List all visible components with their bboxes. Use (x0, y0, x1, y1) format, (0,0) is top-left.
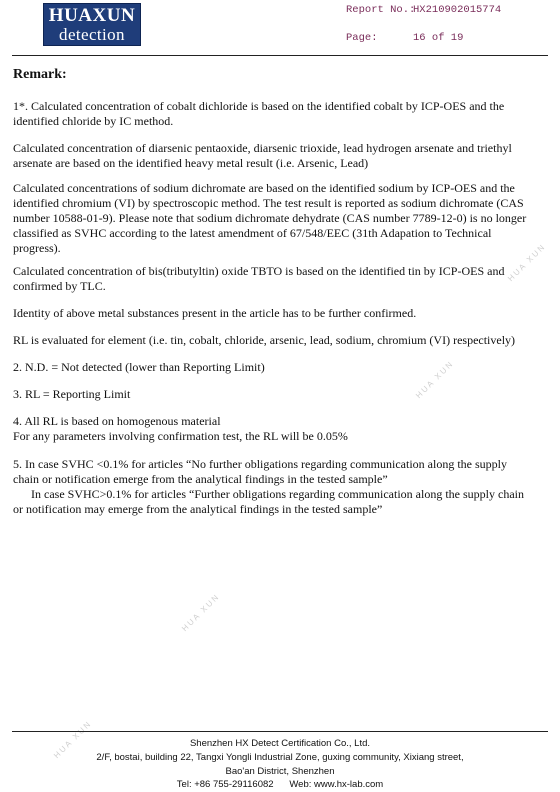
footer-address-line-2: Bao'an District, Shenzhen (225, 766, 335, 777)
remark-paragraph-6: RL is evaluated for element (i.e. tin, cobalt, chloride, arsenic, lead, sodium, chromium (VI) respectively) (13, 333, 516, 347)
remark-paragraph-4: Calculated concentration of bis(tributyltin) oxide TBTO is based on the identified tin by ICP-OES and confirmed by TLC. (13, 264, 505, 293)
watermark-text-3: HUA XUN (180, 591, 222, 634)
header-divider (12, 55, 548, 56)
remark-paragraph-9: 4. All RL is based on homogenous material (13, 414, 221, 428)
remark-paragraph-2: Calculated concentration of diarsenic pentaoxide, diarsenic trioxide, lead hydrogen arsenate and triethyl arsenate are based on the identified heavy metal result (i.e. Arsenic, Lead) (13, 141, 512, 170)
page-label: Page: (346, 32, 378, 44)
remark-paragraph-1: 1*. Calculated concentration of cobalt dichloride is based on the identified cobalt by ICP-OES and the identified chloride by IC method. (13, 99, 505, 128)
remark-paragraph-11: 5. In case SVHC <0.1% for articles “No further obligations regarding communication along the supply chain or notification emerge from the analytical findings in the tested sample” (13, 457, 507, 486)
remark-paragraph-12: In case SVHC>0.1% for articles “Further obligations regarding communication along the supply chain or notification may emerge from the analytical findings in the tested sample” (13, 487, 524, 516)
logo-line-1: HUAXUN (48, 5, 136, 26)
watermark-text-4: HUA XUN (52, 718, 94, 761)
watermark-text-1: HUA XUN (506, 241, 548, 284)
logo (43, 3, 141, 46)
remark-paragraph-5: Identity of above metal substances present in the article has to be further confirmed. (13, 306, 417, 320)
logo-line-2: detection (59, 25, 125, 44)
remark-paragraph-3: Calculated concentrations of sodium dichromate are based on the identified sodium by ICP-OES and the identified chromium (VI) by spectroscopic method. The test result is reported as sodium dichromate (CAS number 10588-01-9). Please note that sodium dichromate dehydrate (CAS number 7789-12-0) is no longer classified as SVHC according to the latest amendment of 67/548/EEC (31th Adapation to Technical progress). (13, 181, 527, 255)
remark-paragraph-10: For any parameters involving confirmation test, the RL will be 0.05% (13, 429, 348, 443)
footer-divider (12, 731, 548, 732)
remark-title: Remark: (13, 67, 67, 82)
report-no-label: Report No.: (346, 4, 416, 16)
footer-address-line-1: 2/F, bostai, building 22, Tangxi Yongli Industrial Zone, guxing community, Xixiang street, (96, 752, 464, 763)
remark-paragraph-8: 3. RL = Reporting Limit (13, 387, 131, 401)
report-no-value: HX210902015774 (413, 4, 502, 16)
footer-contact: Tel: +86 755-29116082 Web: www.hx-lab.com (176, 779, 384, 790)
footer-company: Shenzhen HX Detect Certification Co., Ltd. (189, 738, 371, 749)
watermark-text-2: HUA XUN (414, 358, 456, 401)
remark-paragraph-7: 2. N.D. = Not detected (lower than Reporting Limit) (13, 360, 265, 374)
page-number: 16 of 19 (413, 32, 464, 44)
